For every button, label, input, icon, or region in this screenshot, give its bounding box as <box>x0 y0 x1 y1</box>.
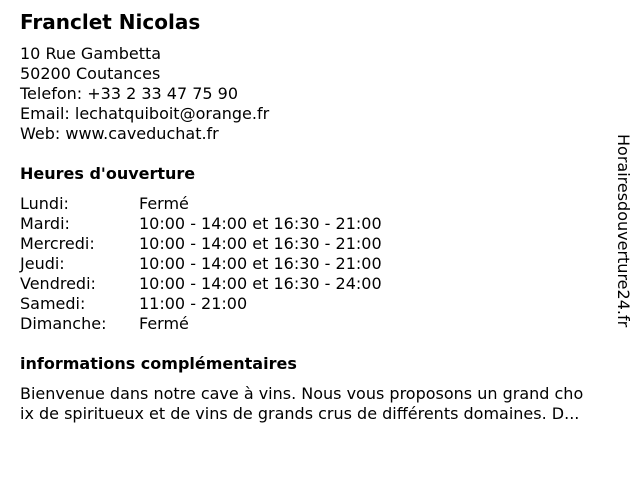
email-address: Email: lechatquiboit@orange.fr <box>20 104 270 123</box>
day-label: Samedi: <box>20 294 86 313</box>
time-value: Fermé <box>139 194 189 213</box>
opening-hours-heading: Heures d'ouverture <box>20 164 196 183</box>
phone-number: Telefon: +33 2 33 47 75 90 <box>20 84 239 103</box>
website: Web: www.caveduchat.fr <box>20 124 219 143</box>
day-label: Jeudi: <box>20 254 65 273</box>
contact-details <box>20 44 269 144</box>
time-value: 10:00 - 14:00 et 16:30 - 21:00 <box>139 214 382 233</box>
description-text <box>20 384 632 424</box>
day-label: Dimanche: <box>20 314 107 333</box>
address-street: 10 Rue Gambetta <box>20 44 162 63</box>
time-value: 10:00 - 14:00 et 16:30 - 21:00 <box>139 234 382 253</box>
time-value: 11:00 - 21:00 <box>139 294 248 313</box>
day-label: Mercredi: <box>20 234 95 253</box>
time-value: Fermé <box>139 314 189 333</box>
time-value: 10:00 - 14:00 et 16:30 - 21:00 <box>139 254 382 273</box>
time-value: 10:00 - 14:00 et 16:30 - 24:00 <box>139 274 382 293</box>
day-label: Lundi: <box>20 194 69 213</box>
site-watermark: Horairesdouverture24.fr <box>614 134 633 328</box>
description-line: ix de spiritueux et de vins de grands crus de différents domaines. D... <box>20 404 580 423</box>
description-line: Bienvenue dans notre cave à vins. Nous vous proposons un grand cho <box>20 384 584 403</box>
address-city: 50200 Coutances <box>20 64 161 83</box>
day-label: Mardi: <box>20 214 70 233</box>
day-label: Vendredi: <box>20 274 96 293</box>
business-name: Franclet Nicolas <box>20 10 201 34</box>
additional-info-heading: informations complémentaires <box>20 354 297 373</box>
